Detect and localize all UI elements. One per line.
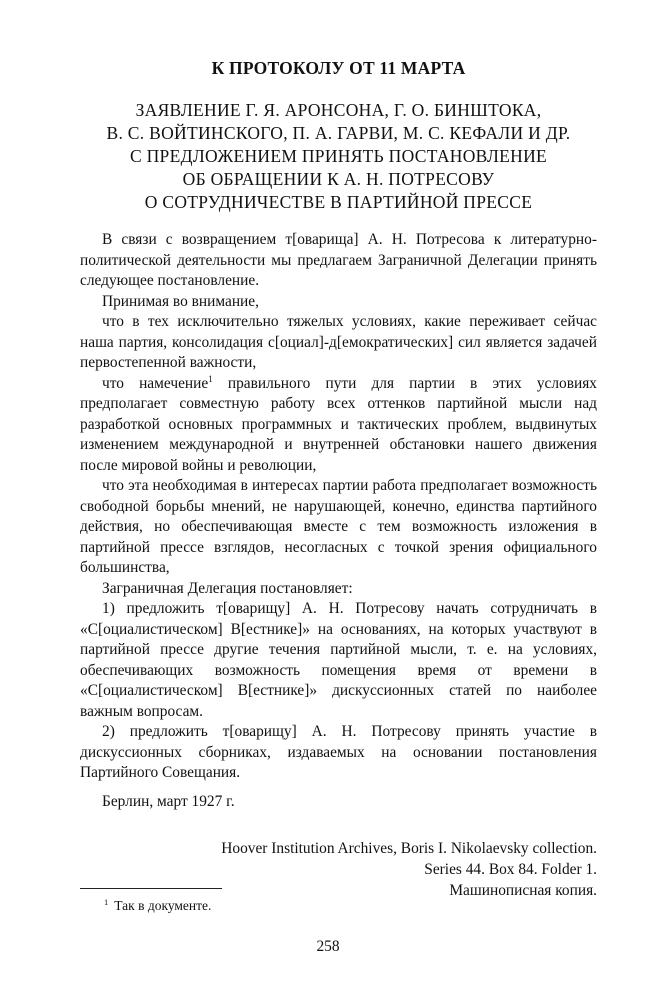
footnote-divider: [80, 888, 222, 889]
title-line: В. С. ВОЙТИНСКОГО, П. А. ГАРВИ, М. С. КЕФАЛИ И ДР.: [106, 123, 571, 143]
source-line: Машинописная копия.: [449, 882, 597, 899]
section-heading: К ПРОТОКОЛУ ОТ 11 МАРТА: [211, 58, 466, 78]
archive-source: [80, 838, 597, 901]
paragraph-text: что намечение: [102, 374, 209, 392]
body-paragraph: 2) предложить т[оварищу] А. Н. Потресову принять участие в дискуссионных сборниках, издаваемых на основании постановления Партийного Совещания.: [80, 723, 597, 781]
source-line: Hoover Institution Archives, Boris I. Nikolaevsky collection.: [221, 840, 597, 857]
footnote: [104, 898, 211, 914]
source-line: Series 44. Box 84. Folder 1.: [424, 861, 597, 878]
footnote-reference[interactable]: 1: [208, 373, 213, 384]
body-paragraph: что в тех исключительно тяжелых условиях, какие переживает сейчас наша партия, консолидация с[оциал]-д[емократических] сил является задачей первостепенной важности,: [80, 313, 597, 371]
footnote-text: Так в документе.: [114, 898, 212, 913]
body-paragraph: 1) предложить т[оварищу] А. Н. Потресову начать сотрудничать в «С[оциалистическом] В[естнике]» на основаниях, на которых участвуют в партийной прессе другие течения партийной мысли, т. е. на условиях, обеспечивающих возможность помещения время от времени в «С[оциалистическом] В[естнике]» дискуссионных статей по наиболее важным вопросам.: [80, 600, 597, 720]
body-paragraph: Заграничная Делегация постановляет:: [102, 579, 353, 597]
page-number: 258: [316, 938, 340, 955]
body-paragraph: В связи с возвращением т[оварища] А. Н. Потресова к литературно-политической деятельности мы предлагаем Заграничной Делегации принять следующее постановление.: [80, 231, 597, 289]
document-body: [80, 230, 597, 812]
body-paragraph: [80, 374, 597, 477]
title-line: С ПРЕДЛОЖЕНИЕМ ПРИНЯТЬ ПОСТАНОВЛЕНИЕ: [129, 146, 548, 166]
title-line: ЗАЯВЛЕНИЕ Г. Я. АРОНСОНА, Г. О. БИНШТОКА,: [135, 100, 542, 120]
body-paragraph: что эта необходимая в интересах партии работа предполагает возможность свободной борьбы мнений, не нарушающей, конечно, единства партийного действия, но обеспечивающая вместе с тем возможность изложения в партийной прессе взглядов, несогласных с точкой зрения официального большинства,: [80, 477, 597, 576]
paragraph-text: правильного пути для партии в этих условиях предполагает совместную работу всех оттенков партийной мысли над разработкой основных программных и тактических проблем, выдвинутых изменением международной и внутренней обстановки нашего движения после мировой войны и революции,: [80, 374, 597, 474]
document-page: [80, 58, 597, 901]
title-line: О СОТРУДНИЧЕСТВЕ В ПАРТИЙНОЙ ПРЕССЕ: [144, 192, 533, 212]
title-line: ОБ ОБРАЩЕНИИ К А. Н. ПОТРЕСОВУ: [182, 169, 495, 189]
body-paragraph: Принимая во внимание,: [102, 292, 259, 310]
dateline: Берлин, март 1927 г.: [102, 792, 235, 810]
footnote-mark: 1: [104, 896, 109, 907]
document-title: [80, 99, 597, 214]
